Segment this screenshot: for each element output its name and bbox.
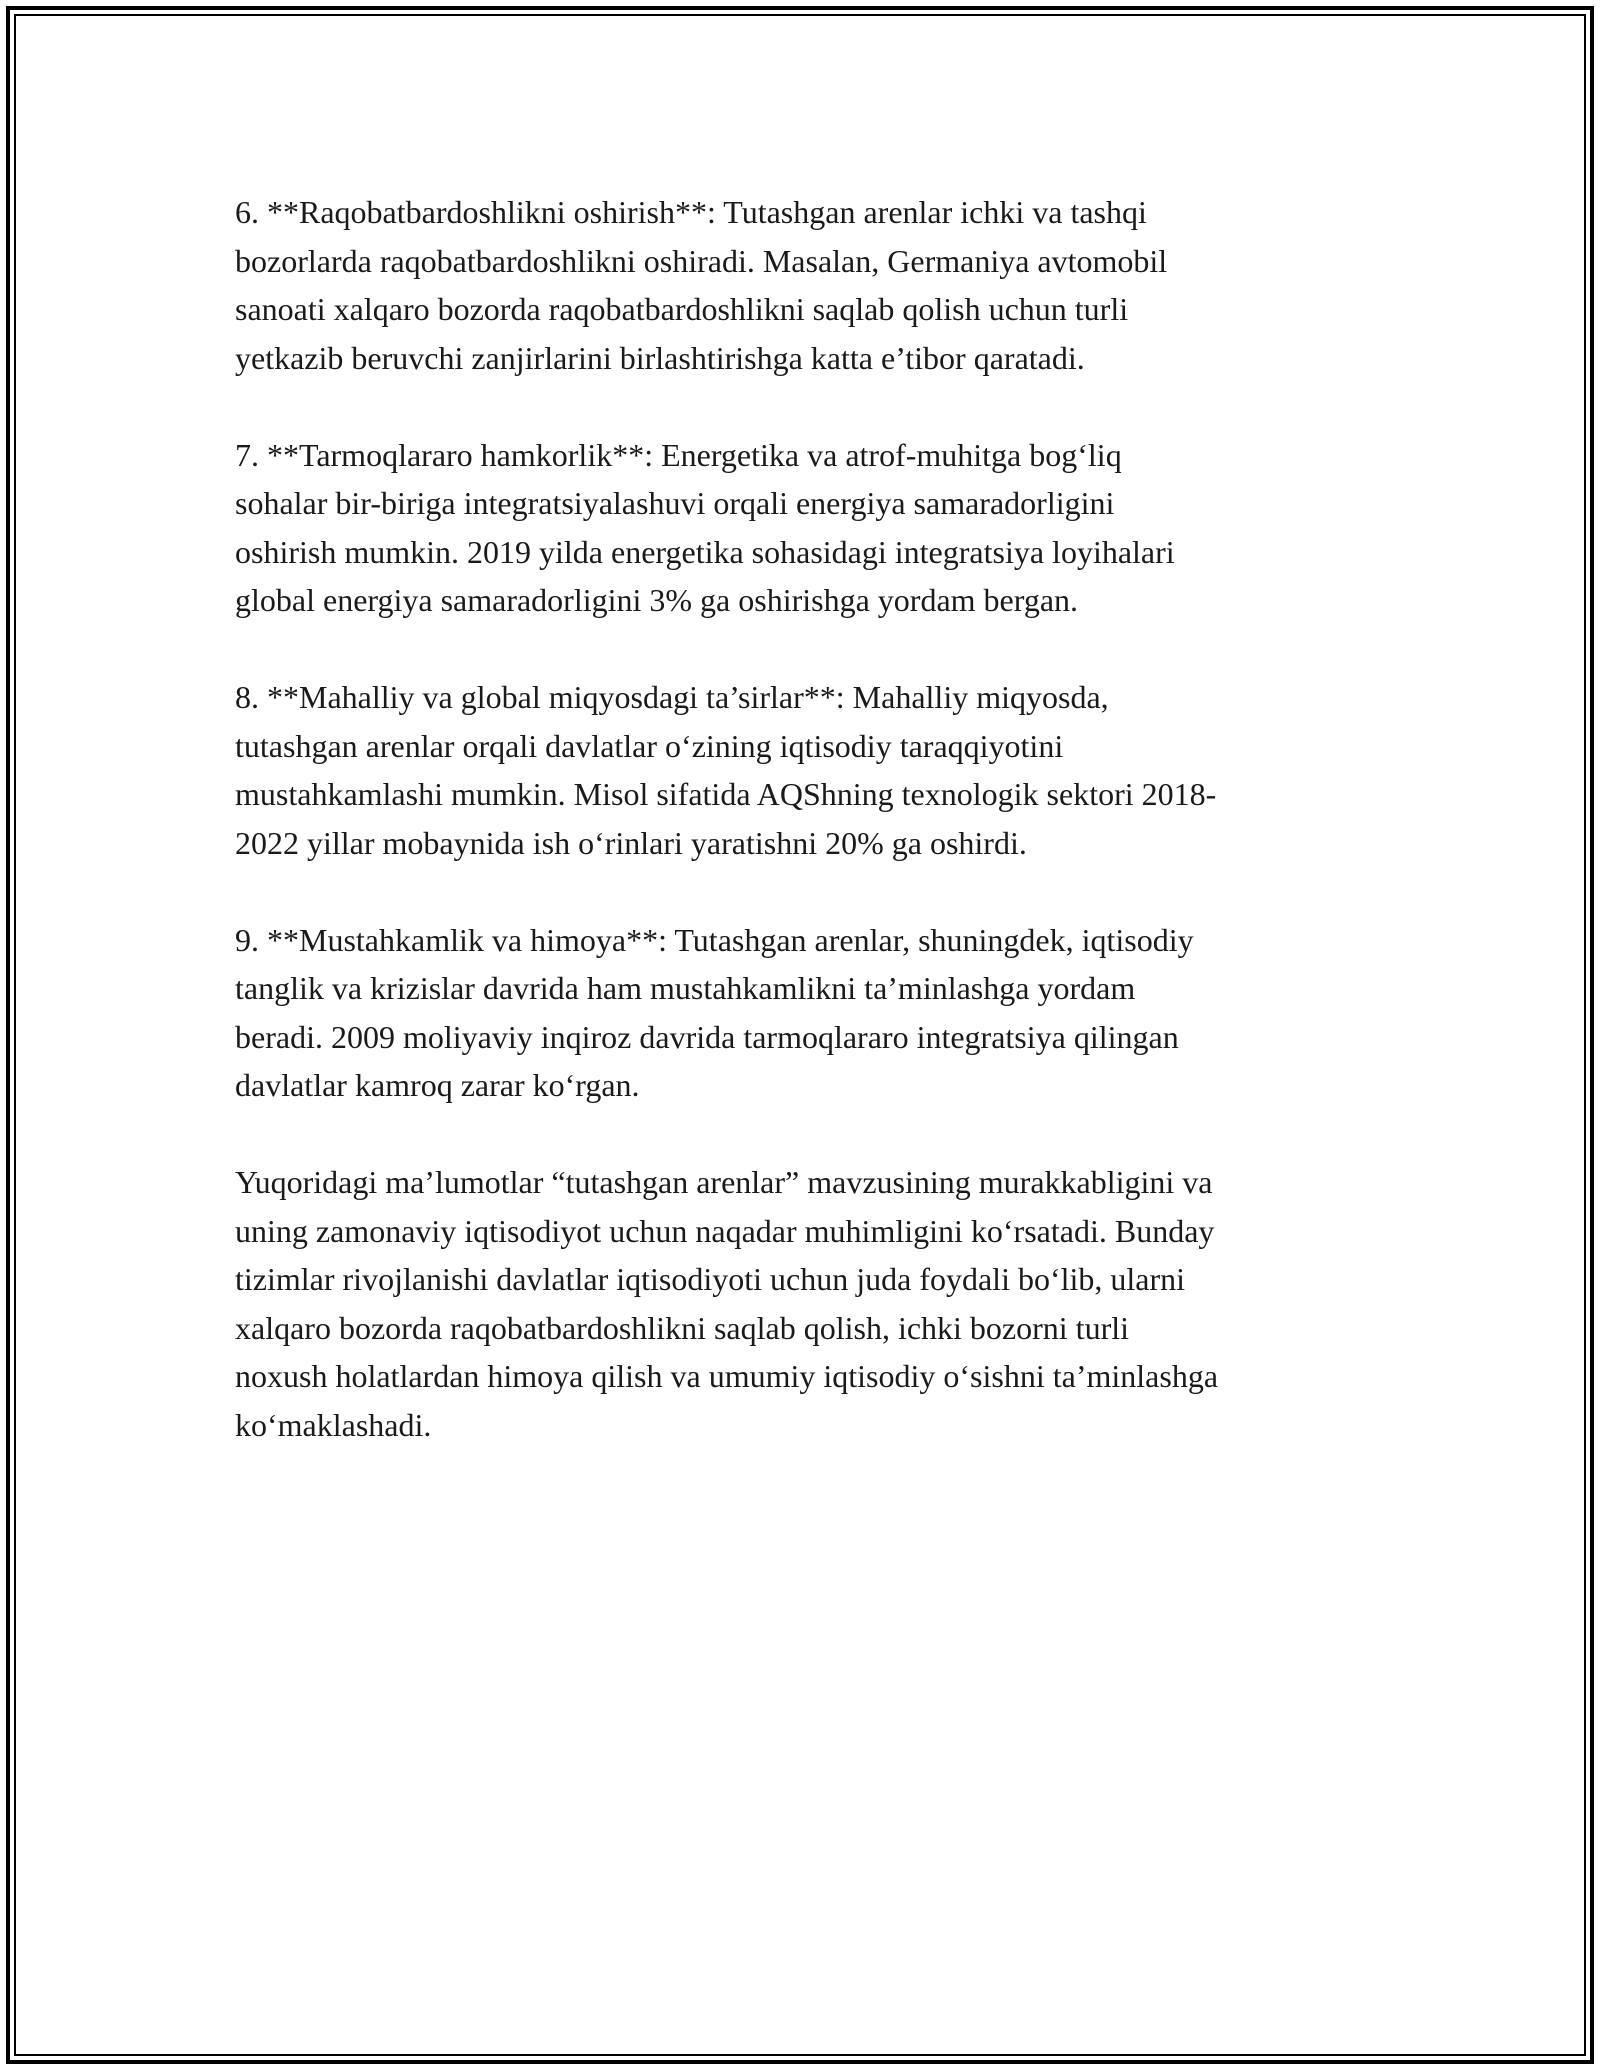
paragraph-conclusion xyxy=(235,1158,1375,1449)
text-line: Yuqoridagi ma’lumotlar “tutashgan arenlar” mavzusining murakkabligini va xyxy=(235,1164,1213,1200)
text-line: 2022 yillar mobaynida ish o‘rinlari yaratishni 20% ga oshirdi. xyxy=(235,824,1027,861)
text-line: 6. **Raqobatbardoshlikni oshirish**: Tutashgan arenlar ichki va tashqi xyxy=(235,194,1147,230)
text-line: 8. **Mahalliy va global miqyosdagi ta’sirlar**: Mahalliy miqyosda, xyxy=(235,679,1109,715)
text-line: 9. **Mustahkamlik va himoya**: Tutashgan arenlar, shuningdek, iqtisodiy xyxy=(235,921,1194,958)
text-line: sohalar bir-biriga integratsiyalashuvi orqali energiya samaradorligini xyxy=(235,485,1115,521)
text-line: mustahkamlashi mumkin. Misol sifatida AQShning texnologik sektori 2018- xyxy=(235,776,1217,812)
text-line: noxush holatlardan himoya qilish va umumiy iqtisodiy o‘sishni ta’minlashga xyxy=(235,1358,1219,1394)
text-line: davlatlar kamroq zarar ko‘rgan. xyxy=(235,1067,640,1103)
paragraph-item-7 xyxy=(235,431,1375,625)
paragraph-item-6 xyxy=(235,188,1375,382)
text-line: yetkazib beruvchi zanjirlarini birlashtirishga katta e’tibor qaratadi. xyxy=(235,339,1085,376)
text-line: bozorlarda raqobatbardoshlikni oshiradi. Masalan, Germaniya avtomobil xyxy=(235,242,1168,279)
text-line: tanglik va krizislar davrida ham mustahkamlikni ta’minlashga yordam xyxy=(235,970,1136,1006)
text-line: ko‘maklashadi. xyxy=(235,1406,432,1443)
text-line: sanoati xalqaro bozorda raqobatbardoshlikni saqlab qolish uchun turli xyxy=(235,291,1129,327)
text-line: beradi. 2009 moliyaviy inqiroz davrida tarmoqlararo integratsiya qilingan xyxy=(235,1018,1179,1055)
text-line: global energiya samaradorligini 3% ga oshirishga yordam bergan. xyxy=(235,582,1079,618)
text-line: xalqaro bozorda raqobatbardoshlikni saqlab qolish, ichki bozorni turli xyxy=(235,1309,1129,1346)
text-line: tutashgan arenlar orqali davlatlar o‘zining iqtisodiy taraqqiyotini xyxy=(235,727,1064,764)
text-line: tizimlar rivojlanishi davlatlar iqtisodiyoti uchun juda foydali bo‘lib, ularni xyxy=(235,1261,1186,1297)
paragraph-item-9 xyxy=(235,916,1375,1110)
paragraph-item-8 xyxy=(235,673,1375,867)
text-line: oshirish mumkin. 2019 yilda energetika sohasidagi integratsiya loyihalari xyxy=(235,533,1175,570)
text-line: uning zamonaviy iqtisodiyot uchun naqadar muhimligini ko‘rsatadi. Bunday xyxy=(235,1212,1215,1249)
document-body xyxy=(235,188,1375,1498)
text-line: 7. **Tarmoqlararo hamkorlik**: Energetika va atrof-muhitga bog‘liq xyxy=(235,436,1122,473)
